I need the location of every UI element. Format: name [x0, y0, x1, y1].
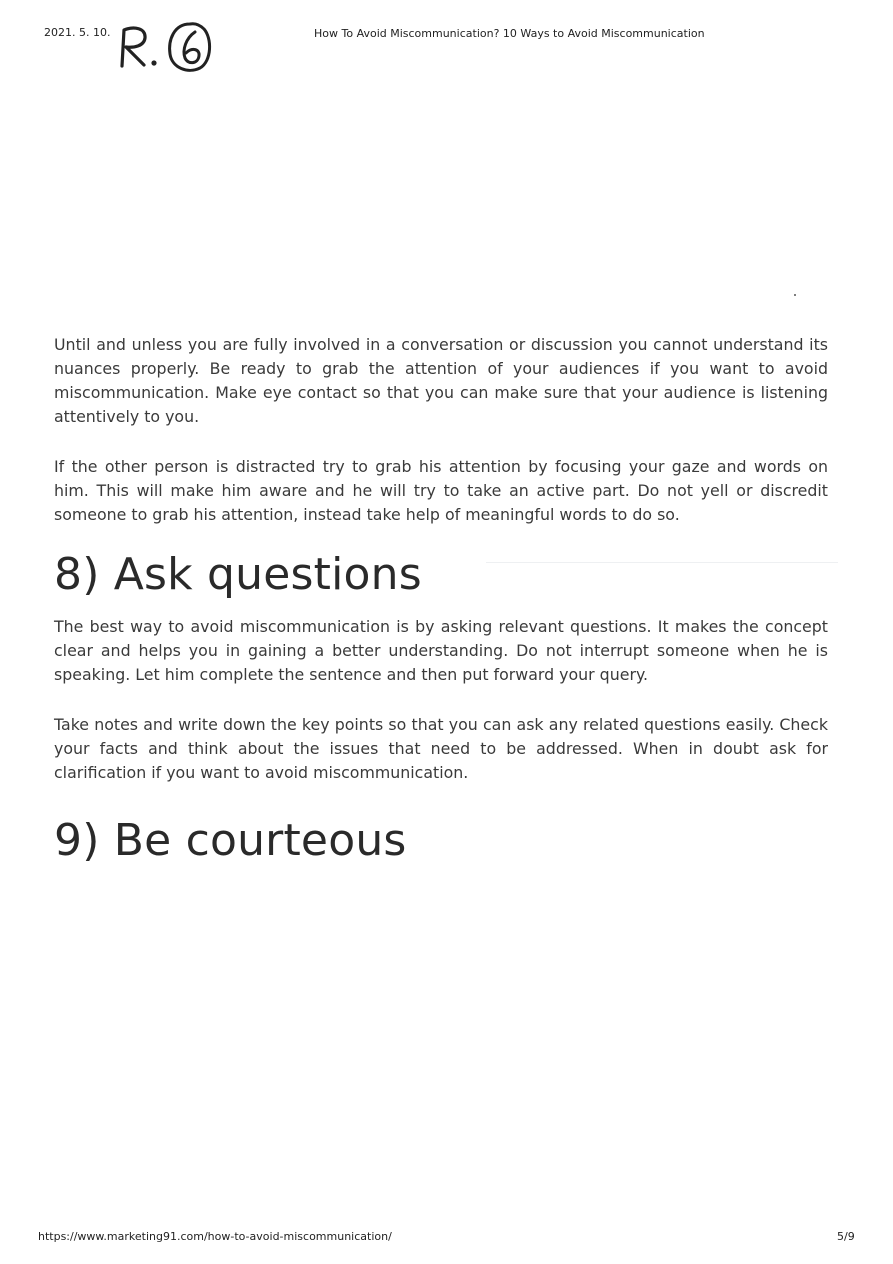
- print-date: 2021. 5. 10.: [44, 26, 111, 39]
- document-title: How To Avoid Miscommunication? 10 Ways to Avoid Miscommunication: [314, 27, 705, 40]
- footer-url: https://www.marketing91.com/how-to-avoid-miscommunication/: [38, 1230, 392, 1243]
- paragraph-ask-questions-2: Take notes and write down the key points so that you can ask any related questions easily. Check your facts and think about the issues that need to be addressed. When in doubt ask for clarification if you want to avoid miscommunication.: [54, 715, 828, 782]
- paragraph-ask-questions-1: The best way to avoid miscommunication is by asking relevant questions. It makes the concept clear and helps you in gaining a better understanding. Do not interrupt someone when he is speaking. Let him complete the sentence and then put forward your query.: [54, 617, 828, 684]
- paragraph-engagement: Until and unless you are fully involved in a conversation or discussion you cannot understand its nuances properly. Be ready to grab the attention of your audiences if you want to avoid miscommunication. Make eye contact so that you can make sure that your audience is listening attentively to you.: [54, 335, 828, 426]
- paragraph-attention: If the other person is distracted try to grab his attention by focusing your gaze and words on him. This will make him aware and he will try to take an active part. Do not yell or discredit someone to grab his attention, instead take help of meaningful words to do so.: [54, 457, 828, 524]
- article-body: [54, 333, 828, 867]
- scan-speck: [794, 294, 796, 296]
- heading-be-courteous: 9) Be courteous: [54, 815, 407, 866]
- handwritten-r6-drawing: [112, 18, 222, 78]
- heading-ask-questions: 8) Ask questions: [54, 549, 422, 600]
- footer-page-number: 5/9: [837, 1230, 855, 1243]
- handwritten-mark: [112, 18, 222, 78]
